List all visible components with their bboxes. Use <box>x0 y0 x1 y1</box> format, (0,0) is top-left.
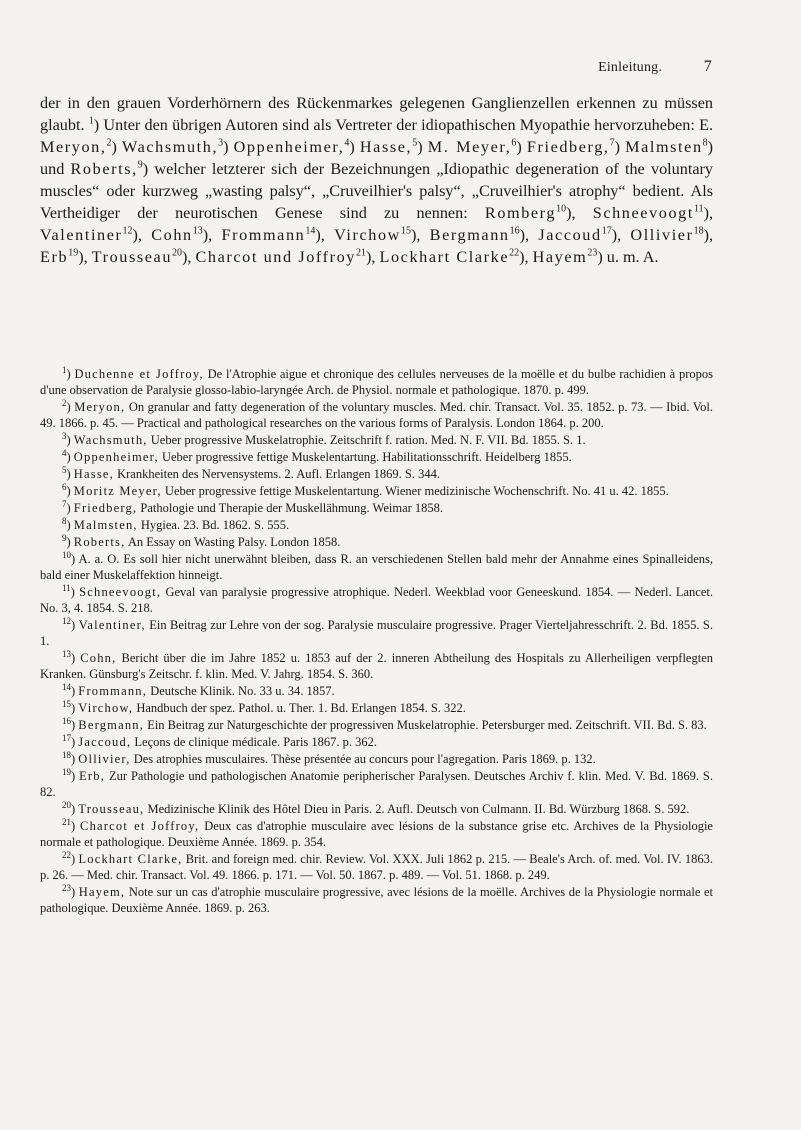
footnote-mark: 5 <box>62 464 67 475</box>
footnote-author: Moritz Meyer, <box>73 484 162 498</box>
footnote-text: Geval van paralysie progressive atrophique. Nederl. Weekblad voor Geneeskund. 1854. — Nederl. Lancet. No. 3, 4. 1854. S. 218. <box>40 585 714 615</box>
footnote-ref[interactable]: 14 <box>305 225 316 237</box>
footnote-ref[interactable]: 5 <box>412 137 418 149</box>
author-name: Schneevoogt <box>592 204 694 222</box>
footnote: $^4$) Oppenheimer, Ueber progressive fettige Muskelentartung. Habilitationsschrift. Heidelberg 1855. <box>62 447 572 464</box>
footnote-mark: 14 <box>62 681 71 692</box>
footnote-mark: 22 <box>62 849 71 860</box>
footnote-mark: 16 <box>62 715 71 726</box>
footnote: $^{20}$) Trousseau, Medizinische Klinik des Hôtel Dieu in Paris. 2. Aufl. Deutsch von Culmann. II. Bd. Würzburg 1868. S. 592. <box>62 799 690 816</box>
footnote: $^{21}$) Charcot et Joffroy, Deux cas d'atrophie musculaire avec lésions de la substance grise etc. Archives de la Physiologie normale et pathologique. Deuxième Année. 1869. p. 354. <box>40 816 713 849</box>
footnote-mark: 3 <box>62 430 67 441</box>
footnote-author: Virchow, <box>78 701 134 715</box>
main-paragraph: der in den grauen Vorderhörnern des Rückenmarkes gelegenen Ganglienzellen erkennen zu müssen glaubt. $^1$) Unter den übrigen Autoren sind als Vertreter der idiopathischen Myopathie hervorzuheben: E. Meryon,$^2$) Wachsmuth,$^3$) Oppenheimer,$^4$) Hasse,$^5$) M. Meyer,$^6$) Friedberg,$^7$) Malmsten$^8$) und Roberts,$^9$) welcher letzterer sich der Bezeichnungen „Idiopathic degeneration of the voluntary muscles“ oder kurzweg „wasting palsy“, „Cruveilhier's palsy“, „Cruveilhier's atrophy“ bedient. Als Vertheidiger der neurotischen Genese sind zu nennen: Romberg$^{10}$), Schneevoogt$^{11}$), Valentiner$^{12}$), Cohn$^{13}$), Frommann$^{14}$), Virchow$^{15}$), Bergmann$^{16}$), Jaccoud$^{17}$), Ollivier$^{18}$), Erb$^{19}$), Trousseau$^{20}$), Charcot und Joffroy$^{21}$), Lockhart Clarke$^{22}$), Hayem$^{23}$) u. m. A. <box>40 94 714 266</box>
footnote-ref[interactable]: 12 <box>122 225 133 237</box>
body-text: und <box>40 160 65 178</box>
author-name: Romberg <box>484 204 557 222</box>
running-header <box>40 58 712 76</box>
author-name: Charcot und Joffroy <box>195 248 356 266</box>
footnote: $^{13}$) Cohn, Bericht über die im Jahre 1852 u. 1853 auf der 2. inneren Abtheilung des Hospitals zu Allerheiligen verpflegten Kranken. Günsburg's Zeitschr. f. klin. Med. V. Jahrg. 1854. S. 360. <box>40 648 713 681</box>
footnote-text: Deutsche Klinik. No. 33 u. 34. 1857. <box>150 684 335 698</box>
footnote-mark: 4 <box>62 447 67 458</box>
author-name: Erb <box>40 248 69 266</box>
footnote: $^{14}$) Frommann, Deutsche Klinik. No. 33 u. 34. 1857. <box>62 681 335 698</box>
footnote-author: Friedberg, <box>73 501 138 515</box>
running-title: Einleitung. <box>598 60 663 75</box>
footnote-ref[interactable]: 20 <box>172 247 183 259</box>
footnote-author: Valentiner, <box>78 618 146 632</box>
footnote-ref[interactable]: 1 <box>88 115 94 127</box>
footnote-mark: 1 <box>62 364 67 375</box>
footnote: $^8$) Malmsten, Hygiea. 23. Bd. 1862. S. 555. <box>62 515 290 532</box>
footnote-author: Hayem, <box>78 885 126 899</box>
author-name: Trousseau <box>91 248 173 266</box>
footnote-ref[interactable]: 23 <box>587 247 598 259</box>
footnote: $^2$) Meryon, On granular and fatty degeneration of the voluntary muscles. Med. chir. Transact. Vol. 35. 1852. p. 73. — Ibid. Vol. 49. 1866. p. 45. — Practical and pathological researches on the various forms of Paralysis. London 1864. p. 200. <box>40 397 713 430</box>
footnote-text: Note sur un cas d'atrophie musculaire progressive, avec lésions de la moëlle. Archives de la Physiologie normale et pathologique. Deuxième Année. 1869. p. 263. <box>40 885 714 915</box>
footnote-author: Meryon, <box>74 400 126 414</box>
footnote-mark: 9 <box>62 532 67 543</box>
footnote-text: Es soll hier nicht unerwähnt bleiben, dass R. an verschiedenen Stellen bald mehr der Annahme eines Spinalleidens, bald einer Muskelaffektion hinneigt. <box>40 552 713 582</box>
footnote-author: Jaccoud, <box>78 735 132 749</box>
page-number: 7 <box>703 58 712 75</box>
footnote-ref[interactable]: 17 <box>601 225 612 237</box>
footnote-text: Pathologie und Therapie der Muskellähmung. Weimar 1858. <box>140 501 444 515</box>
author-name: Ollivier <box>630 226 694 244</box>
footnote-mark: 19 <box>62 766 71 777</box>
author-name: Lockhart Clarke <box>379 248 510 266</box>
author-name: Cohn <box>151 226 193 244</box>
footnote-ref[interactable]: 2 <box>106 137 112 149</box>
body-text: der in den grauen Vorderhörnern des Rückenmarkes gelegenen Ganglienzellen erkennen zu müssen glaubt. <box>40 94 713 134</box>
footnote-ref[interactable]: 22 <box>509 247 520 259</box>
footnote-author: Lockhart Clarke, <box>78 852 183 866</box>
footnote: $^{22}$) Lockhart Clarke, Brit. and foreign med. chir. Review. Vol. XXX. Juli 1862 p. 215. — Beale's Arch. of. med. Vol. IV. 1863. p. 26. — Med. chir. Transact. Vol. 49. 1866. p. 171. — Vol. 50. 1867. p. 489. — Vol. 51. 1868. p. 249. <box>40 849 714 882</box>
footnote: $^3$) Wachsmuth, Ueber progressive Muskelatrophie. Zeitschrift f. ration. Med. N. F. VII. Bd. 1855. S. 1. <box>62 430 586 447</box>
footnote-ref[interactable]: 18 <box>693 225 704 237</box>
footnote-text: Des atrophies musculaires. Thèse présentée au concurs pour l'agregation. Paris 1869. p. 132. <box>133 752 596 766</box>
footnote-mark: 12 <box>62 615 71 626</box>
footnote-ref[interactable]: 21 <box>356 247 366 259</box>
footnote-ref[interactable]: 13 <box>192 225 203 237</box>
footnote-mark: 11 <box>62 582 71 593</box>
footnote-author: Malmsten, <box>73 518 138 532</box>
footnote-mark: 7 <box>62 498 67 509</box>
author-name: Valentiner <box>40 226 123 244</box>
footnote-mark: 20 <box>62 799 71 810</box>
author-name: Frommann <box>221 226 306 244</box>
footnote-author: Duchenne et Joffroy, <box>74 367 204 381</box>
footnote-text: Medizinische Klinik des Hôtel Dieu in Paris. 2. Aufl. Deutsch von Culmann. II. Bd. Würzburg 1868. S. 592. <box>147 802 690 816</box>
footnote-author: Trousseau, <box>78 802 145 816</box>
footnote-text: Deux cas d'atrophie musculaire avec lésions de la substance grise etc. Archives de la Physiologie normale et pathologique. Deuxième Année. 1869. p. 354. <box>40 819 713 849</box>
footnote: $^{23}$) Hayem, Note sur un cas d'atrophie musculaire progressive, avec lésions de la moëlle. Archives de la Physiologie normale et pathologique. Deuxième Année. 1869. p. 263. <box>40 882 714 915</box>
body-text: u. m. A. <box>606 248 659 266</box>
footnote: $^{19}$) Erb, Zur Pathologie und pathologischen Anatomie peripherischer Paralysen. Deutsches Archiv f. klin. Med. V. Bd. 1869. S. 82. <box>40 766 713 799</box>
footnote-text: Krankheiten des Nervensystems. 2. Aufl. Erlangen 1869. S. 344. <box>117 467 440 481</box>
author-name: Wachsmuth, <box>122 138 219 156</box>
footnote: $^{17}$) Jaccoud, Leçons de clinique médicale. Paris 1867. p. 362. <box>62 732 378 749</box>
footnote-author: Ollivier, <box>78 752 131 766</box>
footnote-author: Wachsmuth, <box>73 433 148 447</box>
footnote-author: Frommann, <box>78 684 148 698</box>
footnote-text: Ueber progressive Muskelatrophie. Zeitschrift f. ration. Med. N. F. VII. Bd. 1855. S. 1. <box>150 433 586 447</box>
footnote-mark: 10 <box>62 549 71 560</box>
footnote-mark: 23 <box>62 882 71 893</box>
footnote: $^9$) Roberts, An Essay on Wasting Palsy. London 1858. <box>62 532 341 549</box>
footnote-author: Bergmann, <box>78 718 145 732</box>
footnote-ref[interactable]: 19 <box>68 247 79 259</box>
footnote-text: Hygiea. 23. Bd. 1862. S. 555. <box>140 518 290 532</box>
author-name: Hasse, <box>359 138 413 156</box>
footnote-ref[interactable]: 6 <box>511 137 517 149</box>
author-name: M. Meyer, <box>427 138 512 156</box>
footnote: $^6$) Moritz Meyer, Ueber progressive fettige Muskelentartung. Wiener medizinische Wochenschrift. No. 41 u. 42. 1855. <box>62 481 669 498</box>
footnote-ref[interactable]: 11 <box>693 203 704 215</box>
footnote: $^{18}$) Ollivier, Des atrophies musculaires. Thèse présentée au concurs pour l'agregation. Paris 1869. p. 132. <box>62 749 596 766</box>
author-name: Bergmann <box>429 226 510 244</box>
footnote-mark: 6 <box>62 481 67 492</box>
footnote-mark: 17 <box>62 732 71 743</box>
footnote-ref[interactable]: 7 <box>609 137 615 149</box>
author-name: Roberts, <box>70 160 138 178</box>
footnote-mark: 13 <box>62 648 71 659</box>
footnote-author: Oppenheimer, <box>73 450 159 464</box>
footnote: $^7$) Friedberg, Pathologie und Therapie der Muskellähmung. Weimar 1858. <box>62 498 444 515</box>
footnote-mark: 15 <box>62 698 71 709</box>
footnote: $^5$) Hasse, Krankheiten des Nervensystems. 2. Aufl. Erlangen 1869. S. 344. <box>62 464 440 481</box>
footnote-mark: 2 <box>62 397 67 408</box>
footnote-ref[interactable]: 15 <box>400 225 411 237</box>
footnote-mark: 18 <box>62 749 71 760</box>
footnote-text: Brit. and foreign med. chir. Review. Vol. XXX. Juli 1862 p. 215. — Beale's Arch. of. med. Vol. IV. 1863. p. 26. — Med. chir. Transact. Vol. 49. 1866. p. 171. — Vol. 50. 1867. p. 489. — Vol. 51. 1868. p. 249. <box>40 852 714 882</box>
footnote-ref[interactable]: 3 <box>218 137 224 149</box>
author-name: Meryon, <box>40 138 107 156</box>
footnote: $^{15}$) Virchow, Handbuch der spez. Pathol. u. Ther. 1. Bd. Erlangen 1854. S. 322. <box>62 698 466 715</box>
footnote-text: Ueber progressive fettige Muskelentartung. Habilitationsschrift. Heidelberg 1855. <box>161 450 572 464</box>
footnotes-section <box>40 366 713 917</box>
footnote-ref[interactable]: 16 <box>509 225 520 237</box>
footnote-author: Schneevoogt, <box>79 585 162 599</box>
footnote-text: Zur Pathologie und pathologischen Anatomie peripherischer Paralysen. Deutsches Archiv f. klin. Med. V. Bd. 1869. S. 82. <box>40 769 713 799</box>
footnote-text: Ein Beitrag zur Lehre von der sog. Paralysie musculaire progressive. Prager Vierteljahresschrift. 2. Bd. 1855. S. 1. <box>40 618 713 648</box>
footnote-author: Charcot et Joffroy, <box>80 819 200 833</box>
author-name: Jaccoud <box>538 226 602 244</box>
footnote-ref[interactable]: 9 <box>137 159 143 171</box>
footnote-text: De l'Atrophie aigue et chronique des cellules nerveuses de la moëlle et du bulbe rachidien à propos d'une observation de Paralysie glosso-labio-laryngée Arch. de Physiol. normale et pathologique. 1870. p. 499. <box>40 367 713 397</box>
author-name: Hayem <box>532 248 588 266</box>
author-name: Friedberg, <box>526 138 610 156</box>
footnote-text: Handbuch der spez. Pathol. u. Ther. 1. Bd. Erlangen 1854. S. 322. <box>136 701 466 715</box>
footnote-ref[interactable]: 10 <box>556 203 567 215</box>
footnote: $^1$) Duchenne et Joffroy, De l'Atrophie aigue et chronique des cellules nerveuses de la moëlle et du bulbe rachidien à propos d'une observation de Paralysie glosso-labio-laryngée Arch. de Physiol. normale et pathologique. 1870. p. 499. <box>40 364 713 397</box>
author-name: Virchow <box>334 226 401 244</box>
footnote-ref[interactable]: 4 <box>344 137 350 149</box>
footnote-author: Cohn, <box>80 651 117 665</box>
footnote-mark: 8 <box>62 515 67 526</box>
footnote-text: An Essay on Wasting Palsy. London 1858. <box>127 535 341 549</box>
author-name: Malmsten <box>625 138 703 156</box>
footnote: $^{11}$) Schneevoogt, Geval van paralysie progressive atrophique. Nederl. Weekblad voor Geneeskund. 1854. — Nederl. Lancet. No. 3, 4. 1854. S. 218. <box>40 582 714 615</box>
footnote: $^{12}$) Valentiner, Ein Beitrag zur Lehre von der sog. Paralysie musculaire progressive. Prager Vierteljahresschrift. 2. Bd. 1855. S. 1. <box>40 615 713 648</box>
footnote-author: Hasse, <box>73 467 114 481</box>
body-text: Unter den übrigen Autoren sind als Vertreter der idiopathischen Myopathie hervorzuheben: E. <box>103 116 714 134</box>
footnote-text: Ueber progressive fettige Muskelentartung. Wiener medizinische Wochenschrift. No. 41 u. 42. 1855. <box>164 484 669 498</box>
footnote-text: On granular and fatty degeneration of the voluntary muscles. Med. chir. Transact. Vol. 35. 1852. p. 73. — Ibid. Vol. 49. 1866. p. 45. — Practical and pathological researches on the various forms of Paralysis. London 1864. p. 200. <box>40 400 713 430</box>
footnote: $^{10}$) A. a. O. Es soll hier nicht unerwähnt bleiben, dass R. an verschiedenen Stellen bald mehr der Annahme eines Spinalleidens, bald einer Muskelaffektion hinneigt. <box>40 549 713 582</box>
footnote-text: Bericht über die im Jahre 1852 u. 1853 auf der 2. inneren Abtheilung des Hospitals zu Allerheiligen verpflegten Kranken. Günsburg's Zeitschr. f. klin. Med. V. Jahrg. 1854. S. 360. <box>40 651 713 681</box>
footnote-author: Erb, <box>79 769 106 783</box>
footnote-ref[interactable]: 8 <box>702 137 708 149</box>
footnote-author: A. a. O. <box>78 552 120 566</box>
author-name: Oppenheimer, <box>233 138 345 156</box>
footnote-text: Ein Beitrag zur Naturgeschichte der progressiven Muskelatrophie. Petersburger med. Zeitschrift. VII. Bd. S. 83. <box>147 718 707 732</box>
footnote: $^{16}$) Bergmann, Ein Beitrag zur Naturgeschichte der progressiven Muskelatrophie. Petersburger med. Zeitschrift. VII. Bd. S. 83. <box>62 715 707 732</box>
footnote-text: Leçons de clinique médicale. Paris 1867. p. 362. <box>134 735 378 749</box>
footnote-author: Roberts, <box>73 535 126 549</box>
body-text: welcher letzterer sich der Bezeichnungen „Idiopathic degeneration of the voluntary muscles“ oder kurzweg „wasting palsy“, „Cruveilhier's palsy“, „Cruveilhier's atrophy“ bedient. Als Vertheidiger der neurotischen Genese sind zu nennen: <box>40 160 714 222</box>
footnote-mark: 21 <box>62 816 71 827</box>
